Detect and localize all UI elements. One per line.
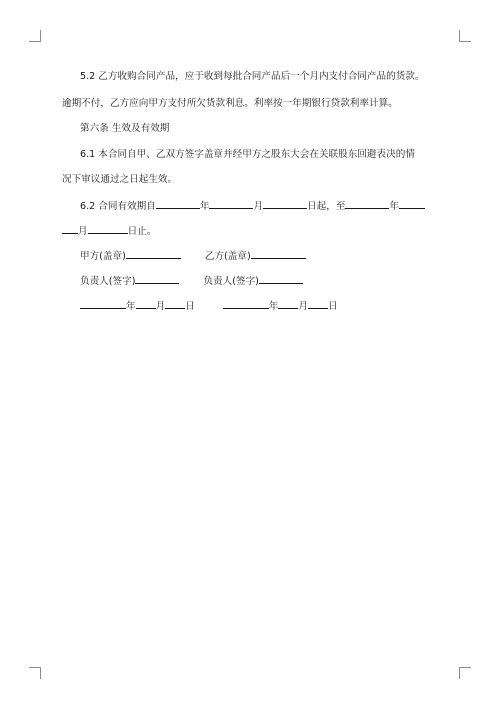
date-row	[80, 298, 338, 313]
party-a-rep-blank	[135, 273, 179, 284]
party-a-year-blank	[80, 298, 126, 309]
crop-mark-top-right	[459, 30, 471, 42]
clause-5-2-line-2: 逾期不付，乙方应向甲方支付所欠货款利息。利率按一年期银行贷款利率计算。	[62, 98, 398, 109]
end-month-blank-part1	[399, 198, 425, 209]
end-day-label: 日止。	[127, 226, 157, 237]
start-day-label: 日起，至	[307, 201, 346, 212]
representative-row	[80, 273, 303, 288]
party-b-day-blank	[308, 298, 328, 309]
party-b-rep-blank	[259, 273, 303, 284]
clause-6-1-line-1: 6.1 本合同自甲、乙双方签字盖章并经甲方之股东大会在关联股东回避表决的情	[80, 149, 415, 160]
party-a-seal-blank	[126, 248, 181, 259]
clause-6-2-line-1	[80, 198, 425, 213]
clause-5-2-line-1: 5.2 乙方收购合同产品，应于收到每批合同产品后一个月内支付合同产品的货款。	[80, 71, 425, 82]
crop-mark-top-left	[29, 30, 41, 42]
clause-6-2-prefix: 6.2 合同有效期自	[80, 201, 156, 212]
end-month-blank-part2	[62, 223, 78, 234]
start-year-blank	[156, 198, 200, 209]
end-year-label: 年	[389, 201, 400, 212]
end-month-label: 月	[78, 226, 88, 237]
party-a-year-label: 年	[126, 301, 136, 312]
party-a-month-blank	[136, 298, 156, 309]
start-month-blank	[209, 198, 253, 209]
start-month-label: 月	[253, 201, 264, 212]
party-b-rep-label: 负责人(签字)	[203, 276, 259, 287]
party-a-month-label: 月	[155, 301, 166, 312]
party-b-year-blank	[223, 298, 269, 309]
party-a-seal-label: 甲方(盖章)	[80, 251, 126, 262]
article-6-heading: 第六条 生效及有效期	[80, 123, 170, 134]
end-day-blank	[88, 223, 128, 234]
start-day-blank	[263, 198, 307, 209]
clause-6-2-line-2	[62, 223, 156, 238]
party-a-rep-label: 负责人(签字)	[80, 276, 136, 287]
start-year-label: 年	[199, 201, 210, 212]
clause-6-1-line-2: 况下审议通过之日起生效。	[62, 174, 178, 185]
end-year-blank	[345, 198, 389, 209]
crop-mark-bottom-left	[29, 667, 41, 679]
party-a-day-label: 日	[185, 301, 195, 312]
seal-row	[80, 248, 306, 263]
party-a-day-blank	[165, 298, 185, 309]
party-b-day-label: 日	[327, 301, 338, 312]
party-b-year-label: 年	[268, 301, 279, 312]
party-b-seal-label: 乙方(盖章)	[204, 251, 251, 262]
party-b-month-label: 月	[298, 301, 308, 312]
crop-mark-bottom-right	[459, 667, 471, 679]
party-b-seal-blank	[251, 248, 306, 259]
party-b-month-blank	[278, 298, 298, 309]
